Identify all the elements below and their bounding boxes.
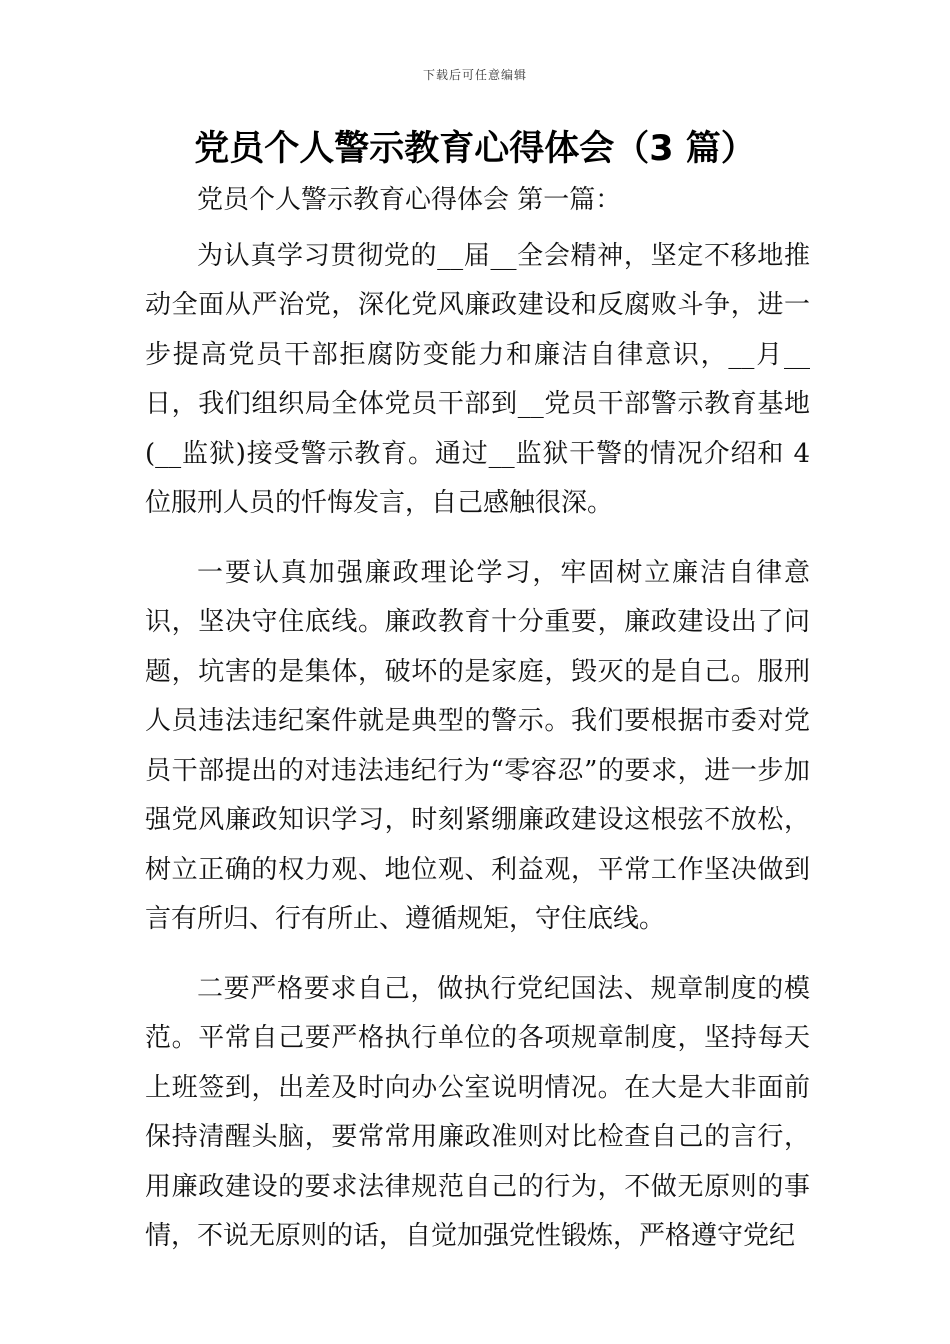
- section-subtitle: 党员个人警示教育心得体会 第一篇：: [197, 185, 622, 215]
- document-body: [145, 176, 810, 1282]
- paragraph-2: 一要认真加强廉政理论学习，牢固树立廉洁自律意识，坚决守住底线。廉政教育十分重要，廉政建设出了问题，坑害的是集体，破坏的是家庭，毁灭的是自己。服刑人员违法违纪案件就是典型的警示。我们要根据市委对党员干部提出的对违法违纪行为“零容忍”的要求，进一步加强党风廉政知识学习，时刻紧绷廉政建设这根弦不放松，树立正确的权力观、地位观、利益观，平常工作坚决做到言有所归、行有所止、遵循规矩，守住底线。: [145, 557, 810, 934]
- paragraph-3: 二要严格要求自己，做执行党纪国法、规章制度的模范。平常自己要严格执行单位的各项规章制度，坚持每天上班签到，出差及时向办公室说明情况。在大是大非面前保持清醒头脑，要常常用廉政准则对比检查自己的言行，用廉政建设的要求法律规范自己的行为，不做无原则的事情，不说无原则的话，自觉加强党性锻炼，严格遵守党纪: [145, 973, 810, 1251]
- paragraph-1: 为认真学习贯彻党的__届__全会精神，坚定不移地推动全面从严治党，深化党风廉政建设和反腐败斗争，进一步提高党员干部拒腐防变能力和廉洁自律意识，__月__日，我们组织局全体党员干部到__党员干部警示教育基地(__监狱)接受警示教育。通过__监狱干警的情况介绍和 4 位服刑人员的忏悔发言，自己感触很深。: [145, 240, 810, 518]
- document-title: 党员个人警示教育心得体会（3 篇）: [194, 129, 756, 169]
- header-note: 下载后可任意编辑: [422, 68, 527, 82]
